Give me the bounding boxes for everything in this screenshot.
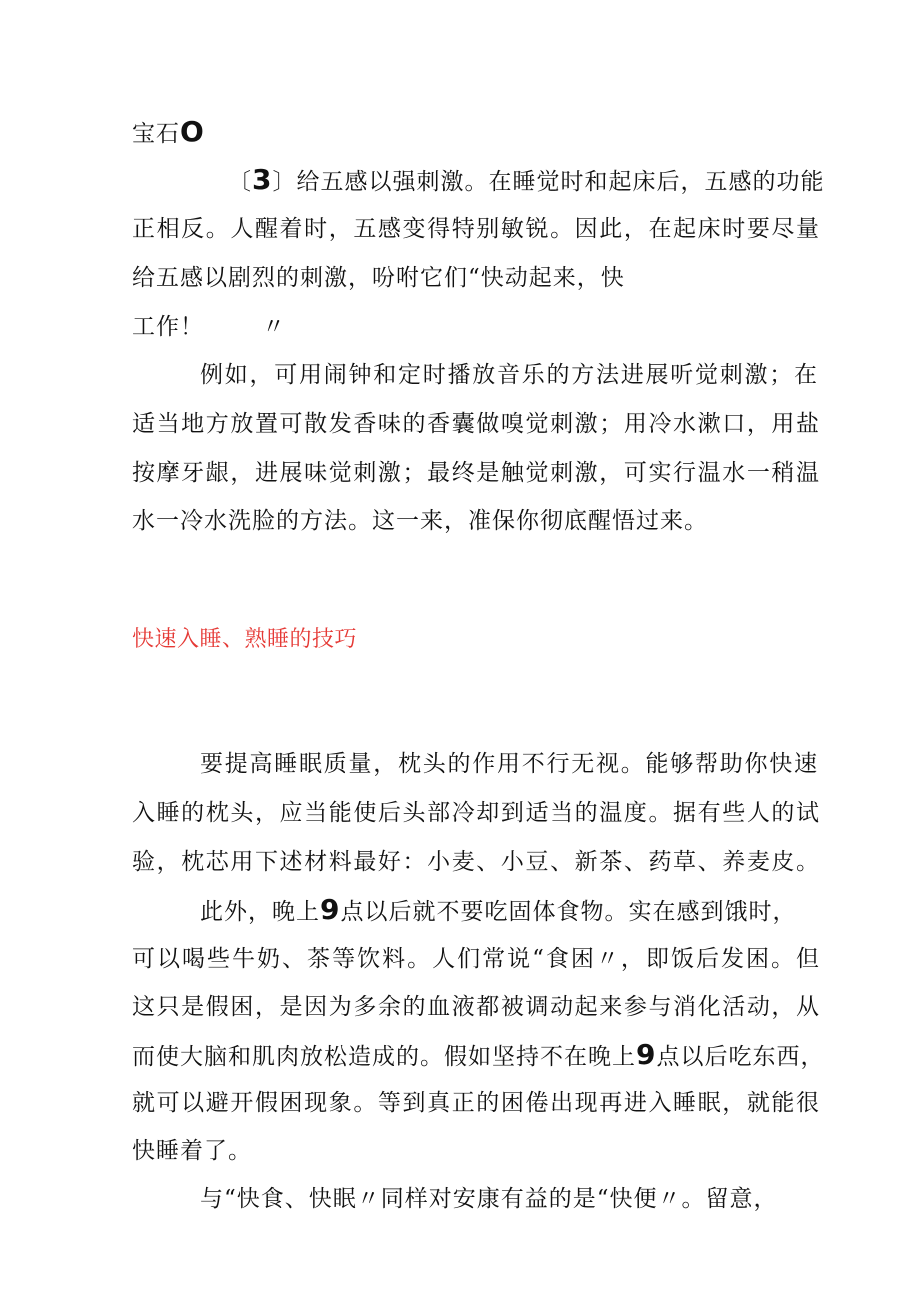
para3-line4-mark: 〃 [262, 314, 286, 340]
evening-line4-b: 点以后吃东西， [656, 1044, 825, 1070]
example-line1: 例如，可用闹钟和定时播放音乐的方法进展听觉刺激；在 [200, 362, 818, 388]
para3-bracket-close: 〕 [272, 169, 297, 195]
evening-line6: 快睡着了。 [132, 1138, 252, 1164]
evening-line4-a: 而使大脑和肌肉放松造成的。假如坚持不在晚上 [132, 1044, 636, 1070]
last-line1: 与“快食、快眠〃同样对安康有益的是“快便〃。留意， [200, 1186, 778, 1212]
evening-line5: 就可以避开假困现象。等到真正的困倦出现再进入睡眠，就能很 [132, 1090, 820, 1116]
gem-suffix: O [180, 115, 205, 148]
section-heading: 快速入睡、熟睡的技巧 [132, 627, 358, 652]
para3-line3: 给五感以剧烈的刺激，吩咐它们“快动起来，快 [132, 265, 625, 291]
gem-text: 宝石 [132, 121, 180, 147]
para3-line1-text: 给五感以强刺激。在睡觉时和起床后，五感的功能 [296, 169, 825, 195]
evening-line1-b: 点以后就不要吃固体食物。实在感到饿时， [340, 899, 797, 925]
pillow-line2: 入睡的枕头，应当能使后头部冷却到适当的温度。据有些人的试 [132, 800, 820, 826]
example-line3: 按摩牙龈，进展味觉刺激；最终是触觉刺激，可实行温水一稍温 [132, 460, 820, 486]
example-line2: 适当地方放置可散发香味的香囊做嗅觉刺激；用冷水漱口，用盐 [132, 411, 820, 437]
example-line4: 水一冷水洗脸的方法。这一来，准保你彻底醒悟过来。 [132, 508, 708, 534]
para3-line2: 正相反。人醒着时，五感变得特别敏锐。因此，在起床时要尽量 [132, 216, 820, 242]
evening-line1-number: 9 [320, 893, 341, 926]
evening-line4-number: 9 [636, 1038, 657, 1071]
pillow-line3: 验，枕芯用下述材料最好：小麦、小豆、新茶、药草、养麦皮。 [132, 849, 820, 875]
evening-line1-a: 此外，晚上 [200, 899, 320, 925]
pillow-line1: 要提高睡眠质量，枕头的作用不行无视。能够帮助你快速 [200, 751, 818, 777]
para3-line1 [228, 163, 825, 198]
gem-line [132, 116, 205, 150]
evening-line4 [132, 1039, 824, 1073]
para3-number: 3 [252, 163, 273, 196]
evening-line1 [200, 894, 796, 928]
evening-line3: 这只是假困，是因为多余的血液都被调动起来参与消化活动，从 [132, 994, 820, 1020]
para3-line4 [132, 311, 286, 343]
evening-line2: 可以喝些牛奶、茶等饮料。人们常说“食困〃，即饭后发困。但 [132, 946, 820, 972]
para3-line4-text: 工作！ [132, 314, 204, 340]
para3-bracket-open: 〔 [228, 169, 252, 195]
